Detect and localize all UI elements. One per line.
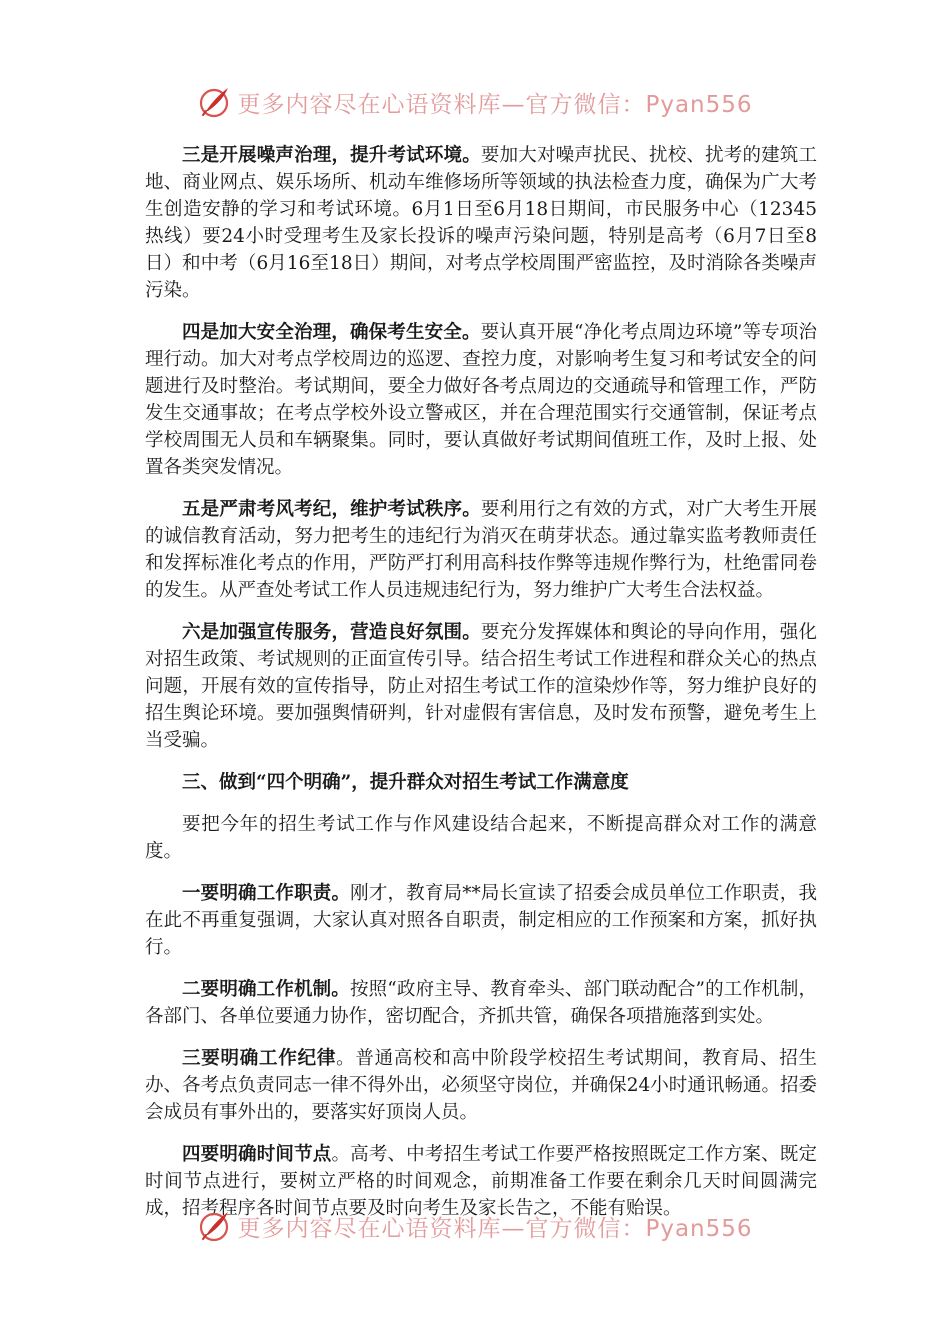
item-lead: 二要明确工作机制。 <box>182 979 350 1000</box>
paragraph-body: 要利用行之有效的方式，对广大考生开展的诚信教育活动，努力把考生的违纪行为消灭在萌芽状态。通过靠实监考教师责任和发挥标准化考点的作用，严防严打利用高科技作弊等违规作弊行为，杜绝雷同卷的发生。从严查处考试工作人员违规违纪行为，努力维护广大考生合法权益。 <box>145 499 817 601</box>
paragraph-lead: 五是严肃考风考纪，维护考试秩序。 <box>182 499 481 520</box>
item-body: 刚才，教育局**局长宣读了招委会成员单位工作职责，我在此不再重复强调，大家认真对照各自职责，制定相应的工作预案和方案，抓好执行。 <box>145 883 817 958</box>
section-heading: 三、做到“四个明确”，提升群众对招生考试工作满意度 <box>182 772 629 793</box>
item-body: 。高考、中考招生考试工作要严格按照既定工作方案、既定时间节点进行，要树立严格的时间观念，前期准备工作要在剩余几天时间圆满完成，招考程序各时间节点要及时向考生及家长告之，不能有贻误。 <box>145 1144 817 1219</box>
paragraph-body: 要认真开展“净化考点周边环境”等专项治理行动。加大对考点学校周边的巡逻、查控力度，对影响考生复习和考试安全的问题进行及时整治。考试期间，要全力做好各考点周边的交通疏导和管理工作，严防发生交通事故；在考点学校外设立警戒区，并在合理范围实行交通管制，保证考点学校周围无人员和车辆聚集。同时，要认真做好考试期间值班工作，及时上报、处置各类突发情况。 <box>145 322 817 478</box>
quill-logo-icon <box>197 84 233 120</box>
item-lead: 一要明确工作职责。 <box>182 883 351 904</box>
item-lead: 四要明确时间节点 <box>182 1144 332 1165</box>
paragraph-noise <box>145 142 817 304</box>
paragraph-lead: 四是加大安全治理，确保考生安全。 <box>182 322 481 343</box>
section-intro: 要把今年的招生考试工作与作风建设结合起来，不断提高群众对工作的满意度。 <box>145 814 817 862</box>
header-watermark <box>0 82 950 122</box>
paragraph-discipline <box>145 496 817 604</box>
quill-logo-icon <box>197 1208 233 1244</box>
paragraph-body: 要加大对噪声扰民、扰校、扰考的建筑工地、商业网点、娱乐场所、机动车维修场所等领域的执法检查力度，确保为广大考生创造安静的学习和考试环境。6月1日至6月18日期间，市民服务中心（12345热线）要24小时受理考生及家长投诉的噪声污染问题，特别是高考（6月7日至8日）和中考（6月16至18日）期间，对考点学校周围严密监控，及时消除各类噪声污染。 <box>145 145 817 301</box>
item-responsibility <box>145 880 817 961</box>
footer-watermark <box>0 1206 950 1246</box>
paragraph-body: 要充分发挥媒体和舆论的导向作用，强化对招生政策、考试规则的正面宣传引导。结合招生考试工作进程和群众关心的热点问题，开展有效的宣传指导，防止对招生考试工作的渲染炒作等，努力维护良好的招生舆论环境。要加强舆情研判，针对虚假有害信息，及时发布预警，避免考生上当受骗。 <box>145 622 817 751</box>
item-discipline <box>145 1045 817 1126</box>
document-body <box>145 142 817 1237</box>
paragraph-lead: 六是加强宣传服务，营造良好氛围。 <box>182 622 481 643</box>
paragraph-lead: 三是开展噪声治理，提升考试环境。 <box>182 145 481 166</box>
item-mechanism <box>145 976 817 1030</box>
paragraph-publicity <box>145 619 817 754</box>
paragraph-safety <box>145 319 817 481</box>
watermark-text: 更多内容尽在心语资料库—官方微信：Pyan556 <box>237 91 753 118</box>
item-body: 。普通高校和高中阶段学校招生考试期间，教育局、招生办、各考点负责同志一律不得外出，必须坚守岗位，并确保24小时通讯畅通。招委会成员有事外出的，要落实好顶岗人员。 <box>145 1048 817 1123</box>
item-body: 按照“政府主导、教育牵头、部门联动配合”的工作机制，各部门、各单位要通力协作，密切配合，齐抓共管，确保各项措施落到实处。 <box>145 979 817 1027</box>
item-lead: 三要明确工作纪律 <box>182 1048 337 1069</box>
watermark-text: 更多内容尽在心语资料库—官方微信：Pyan556 <box>237 1215 753 1242</box>
